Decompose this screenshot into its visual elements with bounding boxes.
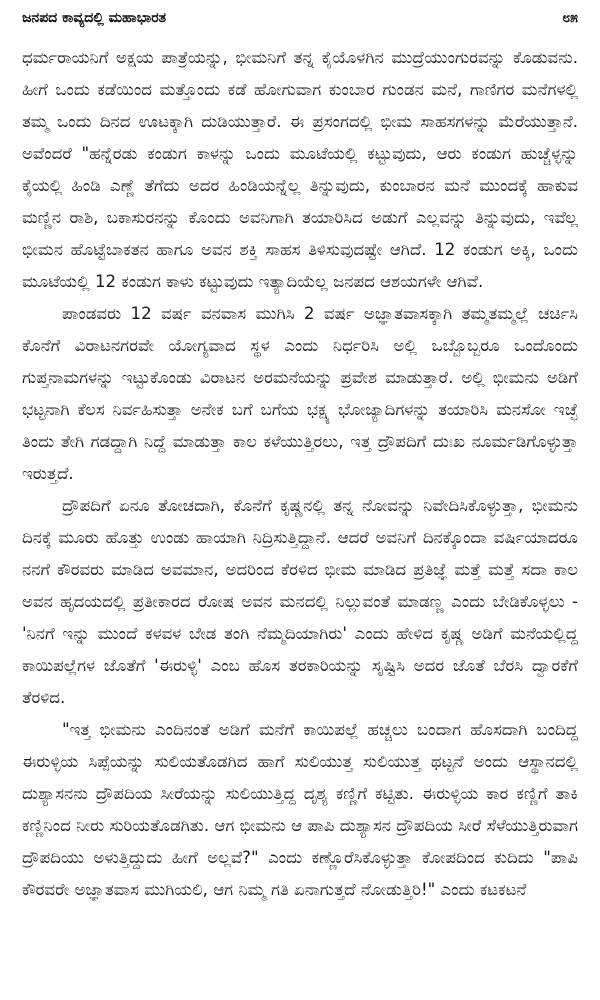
paragraph-4: "ಇತ್ತ ಭೀಮನು ಎಂದಿನಂತೆ ಅಡಿಗೆ ಮನೆಗೆ ಕಾಯಿಪಲ್ಲೆ ಹಚ್ಚಲು ಬಂದಾಗ ಹೊಸದಾಗಿ ಬಂದಿದ್ದ ಈರುಳ್ಳಿಯ ಸಿಪ್ಪೆಯನ್ನು ಸುಲಿಯತೊಡಗಿದ ಹಾಗೆ ಸುಲಿಯುತ್ತ ಸುಲಿಯುತ್ತ ಥಟ್ಟನೆ ಅಂದು ಆಸ್ಥಾನದಲ್ಲಿ ದುಶ್ಯಾಸನನು ದ್ರೌಪದಿಯ ಸೀರೆಯನ್ನು ಸುಲಿಯುತ್ತಿದ್ದ ದೃಶ್ಯ ಕಣ್ಣಿಗೆ ಕಟ್ಟಿತು. ಈರುಳ್ಳಿಯ ಕಾರ ಕಣ್ಣಿಗೆ ತಾಕಿ ಕಣ್ಣಿನಿಂದ ನೀರು ಸುರಿಯತೊಡಗಿತು. ಆಗ ಭೀಮನು ಆ ಪಾಪಿ ದುಶ್ಯಾಸನ ದ್ರೌಪದಿಯ ಸೀರೆ ಸೆಳೆಯುತ್ತಿರುವಾಗ ದ್ರೌಪದಿಯು ಅಳುತ್ತಿದ್ದುದು ಹೀಗೆ ಅಲ್ಲವೆ?" ಎಂದು ಕಣ್ಣೊರೆಸಿಕೊಳ್ಳುತ್ತಾ ಕೋಪದಿಂದ ಕುದಿದು "ಪಾಪಿ ಕೌರವರೇ ಅಜ್ಞಾತವಾಸ ಮುಗಿಯಲಿ, ಆಗ ನಿಮ್ಮ ಗತಿ ಏನಾಗುತ್ತದೆ ನೋಡುತ್ತಿರಿ!" ಎಂದು ಕಟಕಟನೆ bbox=[22, 720, 579, 899]
paragraph-3: ದ್ರೌಪದಿಗೆ ಏನೂ ತೋಚದಾಗಿ, ಕೊನೆಗೆ ಕೃಷ್ಣನಲ್ಲಿ ತನ್ನ ನೋವನ್ನು ನಿವೇದಿಸಿಕೊಳ್ಳುತ್ತಾ, ಭೀಮನು ದಿನಕ್ಕೆ ಮೂರು ಹೊತ್ತು ಉಂಡು ಹಾಯಾಗಿ ನಿದ್ರಿಸುತ್ತಿದ್ದಾನೆ. ಆದರೆ ಅವನಿಗೆ ದಿನಕ್ಕೊಂದಾ ವರ್ಷಿಯಾದರೂ ನನಗೆ ಕೌರವರು ಮಾಡಿದ ಅವಮಾನ, ಅದರಿಂದ ಕೆರಳಿದ ಭೀಮ ಮಾಡಿದ ಪ್ರತಿಜ್ಞೆ ಮತ್ತೆ ಮತ್ತೆ ಸದಾ ಕಾಲ ಅವನ ಹೃದಯದಲ್ಲಿ ಪ್ರತೀಕಾರದ ರೋಷ ಅವನ ಮನದಲ್ಲಿ ನಿಲ್ಲುವಂತೆ ಮಾಡಣ್ಣ ಎಂದು ಬೇಡಿಕೊಳ್ಳಲು - 'ನಿನಗೆ ಇನ್ನು ಮುಂದೆ ಕಳವಳ ಬೇಡ ತಂಗಿ ನೆಮ್ಮದಿಯಾಗಿರು' ಎಂದು ಹೇಳಿದ ಕೃಷ್ಣ ಅಡಿಗೆ ಮನೆಯಲ್ಲಿದ್ದ ಕಾಯಿಪಲ್ಲೆಗಳ ಜೊತೆಗೆ 'ಈರುಳ್ಳಿ' ಎಂಬ ಹೊಸ ತರಕಾರಿಯನ್ನು ಸೃಷ್ಟಿಸಿ ಅದರ ಜೊತೆ ಬೆರಸಿ ದ್ವಾರಕೆಗೆ ತೆರಳಿದ. bbox=[22, 496, 578, 707]
body-text bbox=[22, 42, 578, 906]
paragraph-1: ಧರ್ಮರಾಯನಿಗೆ ಅಕ್ಷಯ ಪಾತ್ರೆಯನ್ನು, ಭೀಮನಿಗೆ ತನ್ನ ಕೈಯೊಳಗಿನ ಮುದ್ರೆಯುಂಗುರವನ್ನು ಕೊಡುವನು. ಹೀಗೆ ಒಂದು ಕಡೆಯಿಂದ ಮತ್ತೊಂದು ಕಡೆ ಹೋಗುವಾಗ ಕುಂಬಾರ ಗುಂಡನ ಮನೆ, ಗಾಣಿಗರ ಮನೆಗಳಲ್ಲಿ ತಮ್ಮ ಒಂದು ದಿನದ ಊಟಕ್ಕಾಗಿ ದುಡಿಯುತ್ತಾರೆ. ಈ ಪ್ರಸಂಗದಲ್ಲಿ ಭೀಮ ಸಾಹಸಗಳನ್ನು ಮೆರೆಯುತ್ತಾನೆ. ಅವೆಂದರೆ "ಹನ್ನೆರಡು ಕಂಡುಗ ಕಾಳನ್ನು ಒಂದು ಮೂಟೆಯಲ್ಲಿ ಕಟ್ಟುವುದು, ಆರು ಕಂಡುಗ ಹುಚ್ಚೆಳ್ಳನ್ನು ಕೈಯಲ್ಲಿ ಹಿಂಡಿ ಎಣ್ಣೆ ತೆಗೆದು ಅದರ ಹಿಂಡಿಯನ್ನೆಲ್ಲ ತಿನ್ನುವುದು, ಕುಂಬಾರನ ಮನೆ ಮುಂದಕ್ಕೆ ಹಾಕುವ ಮಣ್ಣಿನ ರಾಶಿ, ಬಕಾಸುರನನ್ನು ಕೊಂದು ಅವನಿಗಾಗಿ ತಯಾರಿಸಿದ ಅಡುಗೆ ಎಲ್ಲವನ್ನು ತಿನ್ನುವುದು, ಇವೆಲ್ಲ ಭೀಮನ ಹೊಟ್ಟೆಬಾಕತನ ಹಾಗೂ ಅವನ ಶಕ್ತಿ ಸಾಹಸ ತಿಳಿಸುವುದಷ್ಟೇ ಆಗಿದೆ. 12 ಕಂಡುಗ ಅಕ್ಕಿ, ಒಂದು ಮೂಟೆಯಲ್ಲಿ 12 ಕಂಡುಗ ಕಾಳು ಕಟ್ಟುವುದು ಇತ್ಯಾದಿಯೆಲ್ಲ ಜನಪದ ಆಶಯಗಳೇ ಆಗಿವೆ. bbox=[22, 48, 578, 291]
paragraph-2: ಪಾಂಡವರು 12 ವರ್ಷ ವನವಾಸ ಮುಗಿಸಿ 2 ವರ್ಷ ಅಜ್ಞಾತವಾಸಕ್ಕಾಗಿ ತಮ್ಮತಮ್ಮಲ್ಲೆ ಚರ್ಚಿಸಿ ಕೊನೆಗೆ ವಿರಾಟನಗರವೇ ಯೋಗ್ಯವಾದ ಸ್ಥಳ ಎಂದು ನಿರ್ಧರಿಸಿ ಅಲ್ಲಿ ಒಬ್ಬೊಬ್ಬರೂ ಒಂದೊಂದು ಗುಪ್ತನಾಮಗಳನ್ನು ಇಟ್ಟುಕೊಂಡು ವಿರಾಟನ ಅರಮನೆಯನ್ನು ಪ್ರವೇಶ ಮಾಡುತ್ತಾರೆ. ಅಲ್ಲಿ ಭೀಮನು ಅಡಿಗೆ ಭಟ್ಟನಾಗಿ ಕೆಲಸ ನಿರ್ವಹಿಸುತ್ತಾ ಅನೇಕ ಬಗೆ ಬಗೆಯ ಭಕ್ಷ್ಯ ಭೋಜ್ಯಾದಿಗಳನ್ನು ತಯಾರಿಸಿ ಮನಸೋ ಇಚ್ಛೆ ತಿಂದು ತೇಗಿ ಗಡದ್ದಾಗಿ ನಿದ್ದೆ ಮಾಡುತ್ತಾ ಕಾಲ ಕಳೆಯುತ್ತಿರಲು, ಇತ್ತ ದ್ರೌಪದಿಗೆ ದುಃಖ ನೂರ್ಮಡಿಗೊಳ್ಳುತ್ತಾ ಇರುತ್ತದೆ. bbox=[22, 304, 578, 483]
page-number: ೮೫ bbox=[562, 10, 578, 26]
running-title: ಜನಪದ ಕಾವ್ಯದಲ್ಲಿ ಮಹಾಭಾರತ bbox=[22, 10, 167, 26]
running-head bbox=[22, 10, 578, 32]
